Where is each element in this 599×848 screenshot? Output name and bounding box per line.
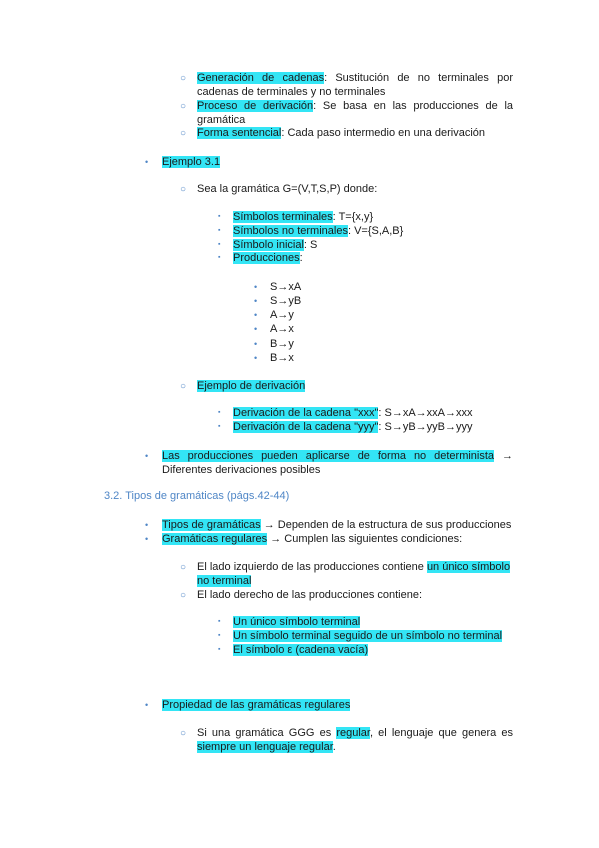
opcion-epsilon: El símbolo ε (cadena vacía) — [233, 644, 369, 656]
opcion-terminal-no-terminal: Un símbolo terminal seguido de un símbolo no terminal — [233, 630, 503, 642]
circle-bullet-icon: ○ — [180, 381, 187, 392]
disc-bullet-icon: • — [254, 310, 258, 320]
square-bullet-icon: ▪ — [218, 213, 221, 220]
derivacion-xxx: Derivación de la cadena "xxx": S→xA→xxA→xxx — [233, 407, 473, 419]
square-bullet-icon: ▪ — [218, 227, 221, 234]
disc-bullet-icon: • — [145, 157, 149, 167]
square-bullet-icon: ▪ — [218, 241, 221, 248]
derivacion-yyy: Derivación de la cadena "yyy": S→yB→yyB→yyy — [233, 421, 473, 433]
list-item-generacion: Generación de cadenas: Sustitución de no terminales por — [197, 72, 513, 84]
square-bullet-icon: ▪ — [218, 423, 221, 430]
disc-bullet-icon: • — [254, 353, 258, 363]
disc-bullet-icon: • — [145, 534, 149, 544]
lado-izquierdo: El lado izquierdo de las producciones contiene un único símbolo — [197, 561, 511, 573]
disc-bullet-icon: • — [254, 339, 258, 349]
simbolo-inicial: Símbolo inicial: S — [233, 239, 318, 251]
simbolos-no-terminales: Símbolos no terminales: V={S,A,B} — [233, 225, 404, 237]
disc-bullet-icon: • — [254, 282, 258, 292]
square-bullet-icon: ▪ — [218, 618, 221, 625]
tipos-gramaticas: Tipos de gramáticas → Dependen de la estructura de sus producciones — [162, 519, 512, 531]
no-determinista-cont: Diferentes derivaciones posibles — [162, 464, 321, 476]
no-determinista: Las producciones pueden aplicarse de forma no determinista → — [162, 450, 513, 462]
disc-bullet-icon: • — [145, 520, 149, 530]
producciones: Producciones: — [233, 252, 303, 264]
disc-bullet-icon: • — [254, 324, 258, 334]
circle-bullet-icon: ○ — [180, 73, 187, 84]
ejemplo-title: Ejemplo 3.1 — [162, 156, 221, 168]
disc-bullet-icon: • — [254, 296, 258, 306]
sea-gramatica: Sea la gramática G=(V,T,S,P) donde: — [197, 183, 378, 195]
lado-izquierdo-cont: no terminal — [197, 575, 252, 587]
list-item-proceso: Proceso de derivación: Se basa en las producciones de la — [197, 100, 514, 112]
production: A→x — [270, 323, 294, 335]
square-bullet-icon: ▪ — [218, 632, 221, 639]
square-bullet-icon: ▪ — [218, 646, 221, 653]
propiedad-detalle-cont: siempre un lenguaje regular. — [197, 741, 336, 753]
circle-bullet-icon: ○ — [180, 128, 187, 139]
circle-bullet-icon: ○ — [180, 184, 187, 195]
circle-bullet-icon: ○ — [180, 728, 187, 739]
production: S→xA — [270, 281, 302, 293]
circle-bullet-icon: ○ — [180, 562, 187, 573]
circle-bullet-icon: ○ — [180, 101, 187, 112]
list-item-forma: Forma sentencial: Cada paso intermedio en una derivación — [197, 127, 486, 139]
list-item-proceso-cont: gramática — [197, 114, 246, 126]
list-item-generacion-cont: cadenas de terminales y no terminales — [197, 86, 386, 98]
production: B→y — [270, 338, 294, 350]
simbolos-terminales: Símbolos terminales: T={x,y} — [233, 211, 374, 223]
lado-derecho: El lado derecho de las producciones contiene: — [197, 589, 423, 601]
square-bullet-icon: ▪ — [218, 254, 221, 261]
production: B→x — [270, 352, 294, 364]
circle-bullet-icon: ○ — [180, 590, 187, 601]
production: S→yB — [270, 295, 302, 307]
gramaticas-regulares: Gramáticas regulares → Cumplen las siguientes condiciones: — [162, 533, 463, 545]
opcion-terminal: Un único símbolo terminal — [233, 616, 361, 628]
disc-bullet-icon: • — [145, 451, 149, 461]
propiedad: Propiedad de las gramáticas regulares — [162, 699, 351, 711]
section-heading: 3.2. Tipos de gramáticas (págs.42-44) — [104, 490, 290, 502]
propiedad-detalle: Si una gramática GGG es regular, el lenguaje que genera es — [197, 727, 514, 739]
square-bullet-icon: ▪ — [218, 409, 221, 416]
production: A→y — [270, 309, 294, 321]
ejemplo-derivacion: Ejemplo de derivación — [197, 380, 306, 392]
disc-bullet-icon: • — [145, 700, 149, 710]
